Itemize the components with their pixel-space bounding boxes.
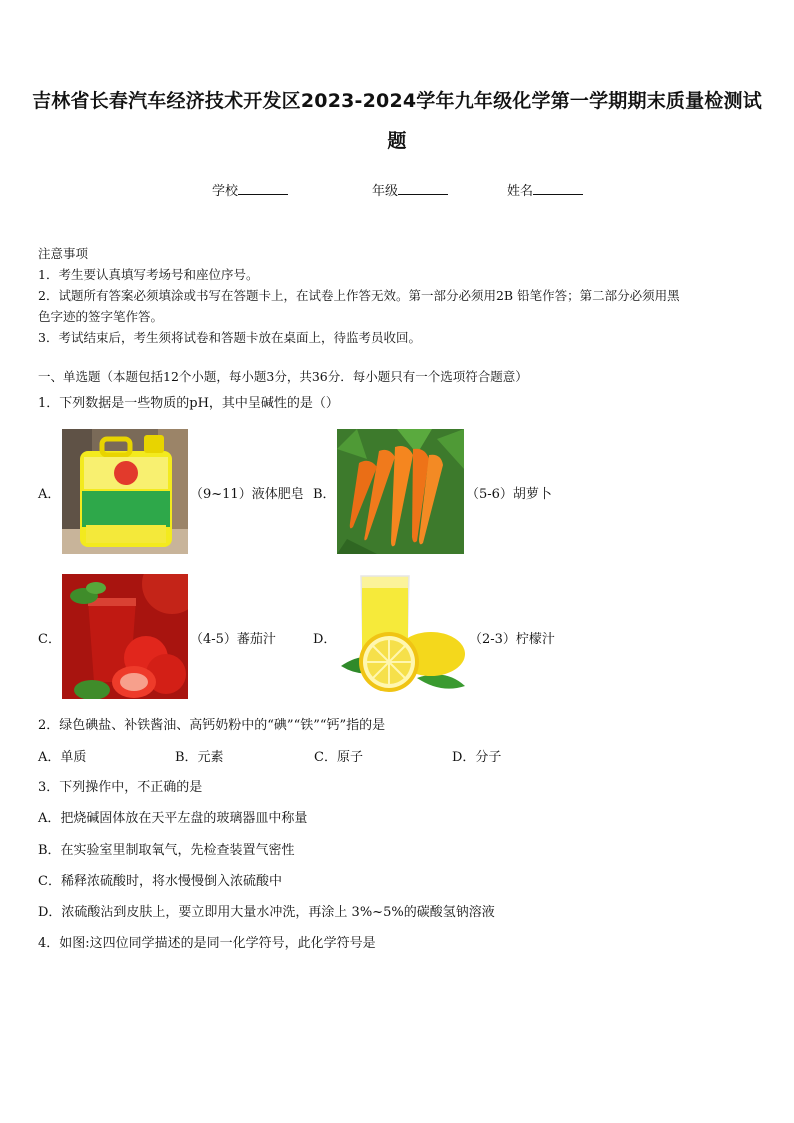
q3-option-a: A．把烧碱固体放在天平左盘的玻璃器皿中称量 xyxy=(38,811,308,826)
student-info-row xyxy=(0,180,794,200)
tomato-juice-image xyxy=(62,574,188,699)
notice-item: 色字迹的签字笔作答。 xyxy=(38,309,164,324)
q2-option-b: B．元素 xyxy=(175,750,224,765)
q2-option-d: D．分子 xyxy=(452,750,502,765)
q2-option-a: A．单质 xyxy=(38,750,87,765)
notice-block xyxy=(38,243,762,348)
school-field xyxy=(212,180,288,199)
grade-field xyxy=(372,180,448,199)
exam-title xyxy=(30,86,764,156)
notice-item: 3．考试结束后，考生须将试卷和答题卡放在桌面上，待监考员收回。 xyxy=(38,330,421,345)
q1-option-d-text: （2-3）柠檬汁 xyxy=(469,632,555,647)
q1-option-c-letter: C． xyxy=(38,632,61,647)
q1-option-b-letter: B． xyxy=(313,487,336,502)
q2-option-c: C．原子 xyxy=(314,750,363,765)
soap-image xyxy=(62,429,188,554)
q1-option-c-text: （4-5）蕃茄汁 xyxy=(190,632,276,647)
q1-option-a-letter: A． xyxy=(38,487,61,502)
question-1-stem: 1．下列数据是一些物质的pH，其中呈碱性的是（） xyxy=(38,396,339,411)
lemon-juice-image xyxy=(337,574,467,699)
notice-item: 2．试题所有答案必须填涂或书写在答题卡上，在试卷上作答无效。第一部分必须用2B 铅笔作答；第二部分必须用黑 xyxy=(38,288,680,303)
name-blank xyxy=(533,181,583,195)
q1-option-d-letter: D． xyxy=(313,632,337,647)
q3-option-d: D．浓硫酸沾到皮肤上，要立即用大量水冲洗，再涂上 3%~5%的碳酸氢钠溶液 xyxy=(38,905,495,920)
grade-blank xyxy=(398,181,448,195)
name-field xyxy=(507,180,583,199)
notice-item: 1．考生要认真填写考场号和座位序号。 xyxy=(38,267,259,282)
question-3-stem: 3．下列操作中，不正确的是 xyxy=(38,780,203,795)
q1-option-b-text: （5-6）胡萝卜 xyxy=(466,487,552,502)
section-heading: 一、单选题（本题包括12个小题，每小题3分，共36分．每小题只有一个选项符合题意） xyxy=(38,369,528,384)
q3-option-b: B．在实验室里制取氧气，先检查装置气密性 xyxy=(38,843,295,858)
grade-label: 年级 xyxy=(372,184,399,199)
school-blank xyxy=(238,181,288,195)
carrot-image xyxy=(337,429,464,554)
notice-heading: 注意事项 xyxy=(38,246,89,261)
title-line-2: 题 xyxy=(387,130,407,152)
title-line-1: 吉林省长春汽车经济技术开发区2023-2024学年九年级化学第一学期期末质量检测试 xyxy=(32,90,762,112)
question-2-stem: 2．绿色碘盐、补铁酱油、高钙奶粉中的“碘”“铁”“钙”指的是 xyxy=(38,718,386,733)
q1-option-a-text: （9~11）液体肥皂 xyxy=(190,487,304,502)
q3-option-c: C．稀释浓硫酸时，将水慢慢倒入浓硫酸中 xyxy=(38,874,282,889)
school-label: 学校 xyxy=(212,184,239,199)
question-4-stem: 4．如图:这四位同学描述的是同一化学符号，此化学符号是 xyxy=(38,936,376,951)
name-label: 姓名 xyxy=(507,184,534,199)
